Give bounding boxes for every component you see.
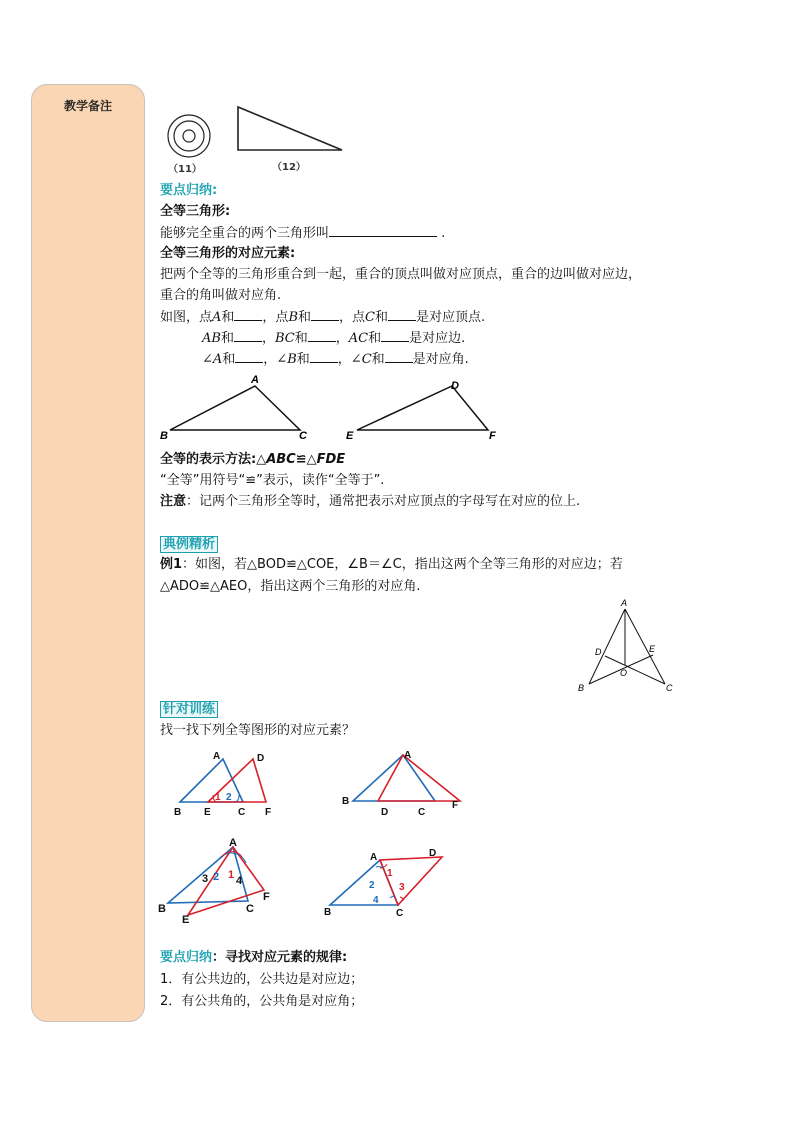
label-F: F xyxy=(489,430,496,442)
corresponding-sides-line: AB和 ，BC和 ，AC和 是对应边. xyxy=(202,331,466,346)
t2-F: F xyxy=(452,800,459,811)
training-tag: 针对训练 xyxy=(160,701,218,719)
congruent-title: 全等三角形: xyxy=(160,204,231,219)
example-1-figure xyxy=(575,596,685,696)
key-points-heading: 要点归纳: xyxy=(160,183,218,198)
t3-E: E xyxy=(182,914,190,925)
t3-B: B xyxy=(158,903,166,915)
figure-11-caption: （11） xyxy=(168,164,202,175)
t4-1: 1 xyxy=(387,868,393,879)
note-line: 注意：记两个三角形全等时，通常把表示对应顶点的字母写在对应的位上. xyxy=(160,494,581,509)
figure-12-caption: （12） xyxy=(272,162,306,173)
ex-label-C: C xyxy=(666,683,673,693)
t3-4: 4 xyxy=(236,875,243,887)
summary-item-1: 1．有公共边的，公共边是对应边； xyxy=(160,972,364,987)
t1-A: A xyxy=(213,751,221,762)
label-E: E xyxy=(346,430,354,442)
t1-C: C xyxy=(238,807,246,818)
t4-C: C xyxy=(396,908,404,919)
label-C: C xyxy=(299,430,307,442)
corresponding-angles-line: ∠A和 ，∠B和 ，∠C和 是对应角. xyxy=(202,352,469,367)
summary-item-2: 2．有公共角的，公共角是对应角； xyxy=(160,994,364,1009)
ex-label-B: B xyxy=(578,683,585,693)
sidebar-title: 教学备注 xyxy=(63,99,112,113)
ex-label-D: D xyxy=(595,647,602,657)
t3-1: 1 xyxy=(228,869,235,881)
training-figure-2 xyxy=(338,745,468,820)
label-A: A xyxy=(251,374,259,386)
t2-D: D xyxy=(381,807,389,818)
t3-F: F xyxy=(263,891,270,903)
training-question: 找一找下列全等图形的对应元素？ xyxy=(160,723,356,738)
summary-heading: 要点归纳：寻找对应元素的规律: xyxy=(160,950,348,965)
ex-label-O: O xyxy=(620,668,628,678)
t1-2: 2 xyxy=(226,792,232,803)
t4-A: A xyxy=(370,852,378,863)
lesson-content xyxy=(160,0,760,1123)
training-figure-3 xyxy=(156,835,281,925)
t1-F: F xyxy=(265,807,272,818)
t1-E: E xyxy=(204,807,211,818)
t2-C: C xyxy=(418,807,426,818)
example-1-text-2: △ADO≌△AEO，指出这两个三角形的对应角. xyxy=(160,579,421,594)
triangles-abc-fde xyxy=(155,372,505,444)
symbol-line: “全等”用符号“≌”表示，读作“全等于”. xyxy=(160,473,385,488)
example-1-text-1: 例1：如图，若△BOD≌△COE，∠B＝∠C，指出这两个全等三角形的对应边；若 xyxy=(160,557,623,572)
ex-label-A: A xyxy=(621,598,628,608)
ex-label-E: E xyxy=(649,644,656,654)
t3-A: A xyxy=(229,837,237,849)
t1-D: D xyxy=(257,753,265,764)
corresponding-vertices-line: 如图，点A和 ，点B和 ，点C和 是对应顶点. xyxy=(160,310,486,325)
label-B: B xyxy=(160,430,168,442)
congruent-definition: 能够完全重合的两个三角形叫 . xyxy=(160,226,446,241)
t2-B: B xyxy=(342,796,350,807)
training-figure-4 xyxy=(320,840,450,920)
t4-2: 2 xyxy=(369,880,375,891)
t4-D: D xyxy=(429,848,437,859)
t1-1: 1 xyxy=(215,792,221,803)
elements-description-1: 把两个全等的三角形重合到一起，重合的顶点叫做对应顶点，重合的边叫做对应边， xyxy=(160,267,642,282)
elements-title: 全等三角形的对应元素: xyxy=(160,246,296,261)
training-figure-1 xyxy=(168,745,283,820)
t3-C: C xyxy=(246,903,254,915)
t4-4: 4 xyxy=(373,895,379,906)
t3-2: 2 xyxy=(213,871,220,883)
t1-B: B xyxy=(174,807,182,818)
example-tag: 典例精析 xyxy=(160,536,218,554)
t4-B: B xyxy=(324,907,332,918)
t3-3: 3 xyxy=(202,873,209,885)
teaching-notes-sidebar xyxy=(31,84,145,1022)
t4-3: 3 xyxy=(399,882,405,893)
label-D: D xyxy=(451,380,459,392)
notation-line: 全等的表示方法:△ABC≌△FDE xyxy=(160,452,346,467)
elements-description-2: 重合的角叫做对应角. xyxy=(160,288,282,303)
t2-A: A xyxy=(404,750,412,761)
